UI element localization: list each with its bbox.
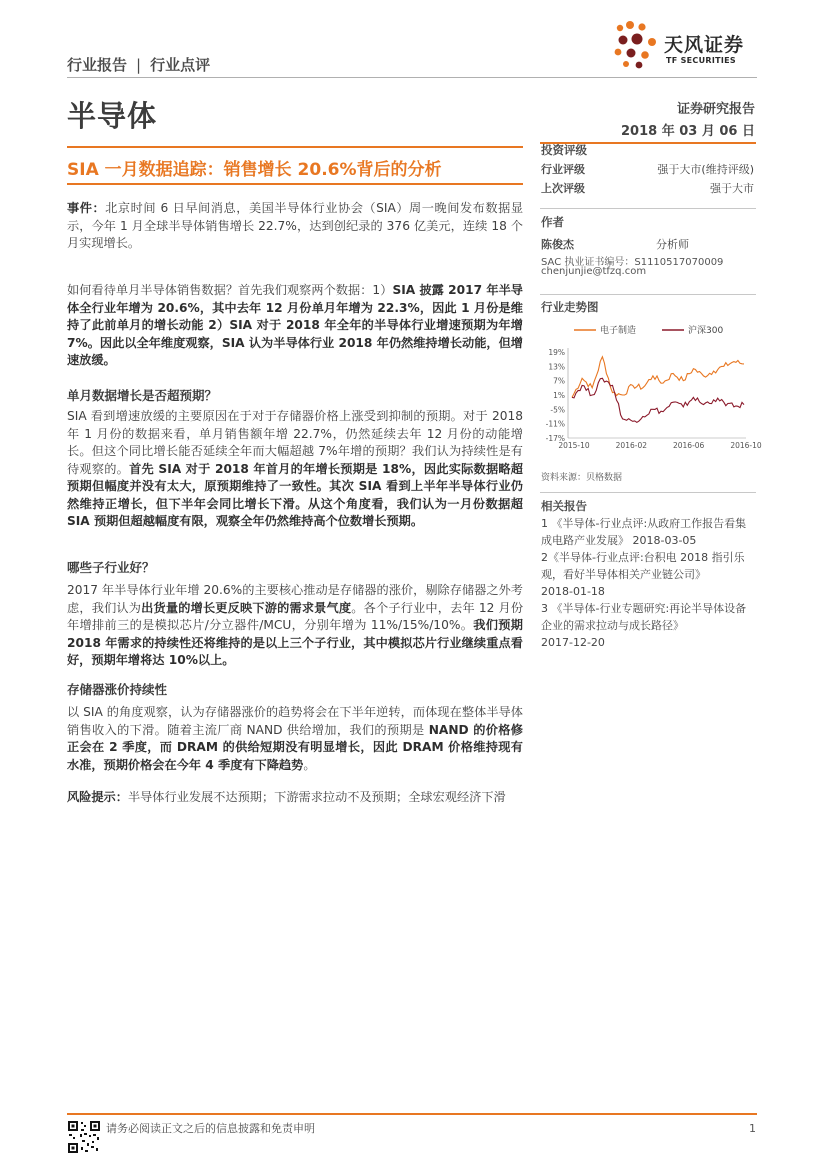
y-tick-label: 7% — [553, 376, 565, 386]
memory-end: 。 — [303, 757, 316, 772]
monthly-paragraph — [67, 408, 523, 531]
related-report-title[interactable]: 2《半导体-行业点评:台积电 2018 指引乐观，看好半导体相关产业链公司》 — [541, 551, 745, 581]
title-rule-top — [67, 146, 523, 148]
memory-bold-text: NAND 的价格修正会在 2 季度，而 DRAM 的供给短期没有明显增长，因此 DRAM 价格维持现有水准，预期价格会在今年 4 季度有下降趋势 — [67, 722, 523, 772]
author-title: 分析师 — [656, 238, 689, 251]
sidebar-rule-chart — [540, 294, 756, 295]
legend-label: 沪深300 — [688, 326, 724, 336]
subsector-text-b: 。各个子行业中，去年 12 月份年增排前三的是模拟芯片/分立器件/MCU，分别年增为 11%/15%/10%。 — [67, 600, 524, 632]
subheading-memory: 存储器涨价持续性 — [67, 682, 168, 697]
sidebar-rule-related — [540, 492, 756, 493]
memory-paragraph — [67, 704, 523, 774]
author-heading: 作者 — [541, 215, 564, 229]
y-tick-label: 13% — [548, 362, 565, 372]
title-rule-bottom — [67, 183, 523, 185]
y-tick-label: -11% — [545, 419, 565, 429]
series-line-csi300 — [572, 378, 744, 422]
x-tick-label: 2015-10 — [558, 441, 590, 450]
related-report-title[interactable]: 1 《半导体-行业点评:从政府工作报告看集成电路产业发展》 — [541, 517, 747, 547]
author-email[interactable]: chenjunjie@tfzq.com — [541, 266, 647, 277]
risk-label: 风险提示： — [67, 790, 128, 804]
related-report-item[interactable] — [541, 515, 756, 549]
page-number: 1 — [749, 1122, 756, 1135]
x-tick-label: 2016-02 — [615, 441, 648, 450]
author-row — [541, 236, 689, 252]
event-paragraph — [67, 200, 523, 253]
report-type-separator: | — [136, 56, 142, 74]
chart-heading: 行业走势图 — [541, 300, 599, 314]
related-reports-list — [541, 515, 756, 651]
related-report-date: 2017-12-20 — [541, 636, 605, 649]
x-tick-label: 2016-10 — [730, 441, 762, 450]
subsector-paragraph — [67, 582, 523, 670]
sidebar-rule-author — [540, 208, 756, 209]
industry-rating-row — [541, 161, 754, 177]
related-report-title[interactable]: 3 《半导体-行业专题研究:再论半导体设备企业的需求拉动与成长路径》 — [541, 602, 747, 632]
y-tick-label: -5% — [550, 405, 565, 415]
report-type — [67, 54, 210, 75]
report-title: SIA 一月数据追踪：销售增长 20.6%背后的分析 — [67, 160, 442, 180]
industry-title: 半导体 — [67, 99, 158, 133]
related-heading: 相关报告 — [541, 499, 587, 513]
last-rating-label: 上次评级 — [541, 182, 585, 195]
industry-rating-value: 强于大市(维持评级) — [657, 163, 754, 176]
author-name: 陈俊杰 — [541, 238, 574, 251]
footer-disclaimer: 请务必阅读正文之后的信息披露和免责申明 — [106, 1122, 315, 1135]
last-rating-value: 强于大市 — [710, 182, 754, 195]
risk-text: 半导体行业发展不达预期；下游需求拉动不及预期；全球宏观经济下滑 — [127, 790, 506, 804]
doc-type: 证券研究报告 — [676, 102, 755, 117]
header-rule — [67, 77, 757, 78]
event-text: 北京时间 6 日早间消息，美国半导体行业协会（SIA）周一晚间发布数据显示，今年 1 月全球半导体销售增长 22.7%，达到创纪录的 376 亿美元，连续 18 个月实现增长。 — [67, 201, 524, 250]
subheading-monthly: 单月数据增长是否超预期？ — [67, 388, 218, 403]
risk-paragraph — [67, 789, 523, 807]
rating-heading: 投资评级 — [541, 143, 587, 157]
legend-label: 电子制造 — [600, 326, 637, 336]
report-type-label: 行业报告 — [67, 56, 128, 74]
report-subtype-label: 行业点评 — [150, 56, 211, 74]
related-report-item[interactable] — [541, 549, 756, 600]
y-tick-label: 19% — [548, 348, 565, 357]
y-tick-label: 1% — [553, 391, 565, 400]
analysis-bold-text: SIA 披露 2017 年半导体全行业年增为 20.6%，其中去年 12 月份单月年增为 22.3%，因此 1 月份是维持了此前单月的增长动能 2）SIA 对于 2018 年全年的半导体行业增速预期为年增 7%。因此以全年维度观察，SIA 认为半导体行业 2018 年仍然维持增长动能，但增速放缓。 — [67, 283, 523, 367]
trend-chart — [540, 316, 762, 466]
author-license: SAC 执业证书编号：S1110517070009 — [541, 257, 724, 268]
memory-text: 以 SIA 的角度观察，认为存储器涨价的趋势将会在下半年逆转，而体现在整体半导体销售收入的下滑。随着主流厂商 NAND 供给增加，我们的预期是 — [67, 705, 523, 737]
last-rating-row — [541, 180, 754, 196]
y-tick-label: -17% — [545, 434, 565, 443]
subsector-bold-b: 我们预期 2018 年需求的持续性还将维持的是以上三个子行业，其中模拟芯片行业继续重点看好，预期年增将达 10%以上。 — [67, 618, 523, 667]
x-tick-label: 2016-06 — [672, 441, 705, 450]
logo-name-cn: 天风证券 — [664, 34, 745, 56]
analysis-text: 如何看待单月半导体销售数据？首先我们观察两个数据：1） — [67, 283, 393, 297]
related-report-date: 2018-03-05 — [632, 534, 697, 547]
logo-name-en: TF SECURITIES — [666, 56, 736, 65]
monthly-text: SIA 看到增速放缓的主要原因在于对于存储器价格上涨受到抑制的预期。对于 2018 年 1 月份的数据来看，单月销售额年增 22.7%，仍然延续去年 12 月份的动能增长。但这个同比增长能否延续全年而大幅超越 7%年增的预期？我们认为持续性是有待观察的。 — [67, 409, 523, 476]
industry-rating-label: 行业评级 — [541, 163, 585, 176]
footer-rule — [67, 1113, 757, 1115]
subsector-text-a: 2017 年半导体行业年增 20.6%的主要核心推动是存储器的涨价，剔除存储器之外考虑，我们认为 — [67, 583, 523, 615]
related-report-date: 2018-01-18 — [541, 585, 605, 598]
event-label: 事件： — [67, 201, 106, 215]
monthly-bold-text: 首先 SIA 对于 2018 年首月的年增长预期是 18%，因此实际数据略超预期但幅度并没有太大，原预期维持了一致性。其次 SIA 看到上半年半导体行业仍然维持正增长，但下半年会同比增长下滑。从这个角度看，我们认为一月份数据超 SIA 预期但超越幅度有限，观察全年仍然维持高个位数增长预期。 — [67, 461, 523, 528]
analysis-paragraph — [67, 282, 523, 370]
related-report-item[interactable] — [541, 600, 756, 651]
doc-date: 2018 年 03 月 06 日 — [621, 124, 755, 139]
subheading-subsector: 哪些子行业好？ — [67, 560, 155, 575]
series-line-electronics — [572, 357, 744, 398]
qr-code-icon[interactable] — [67, 1120, 101, 1154]
subsector-bold-a: 出货量的增长更反映下游的需求景气度 — [141, 600, 352, 615]
chart-source: 资料来源：贝格数据 — [541, 473, 623, 483]
